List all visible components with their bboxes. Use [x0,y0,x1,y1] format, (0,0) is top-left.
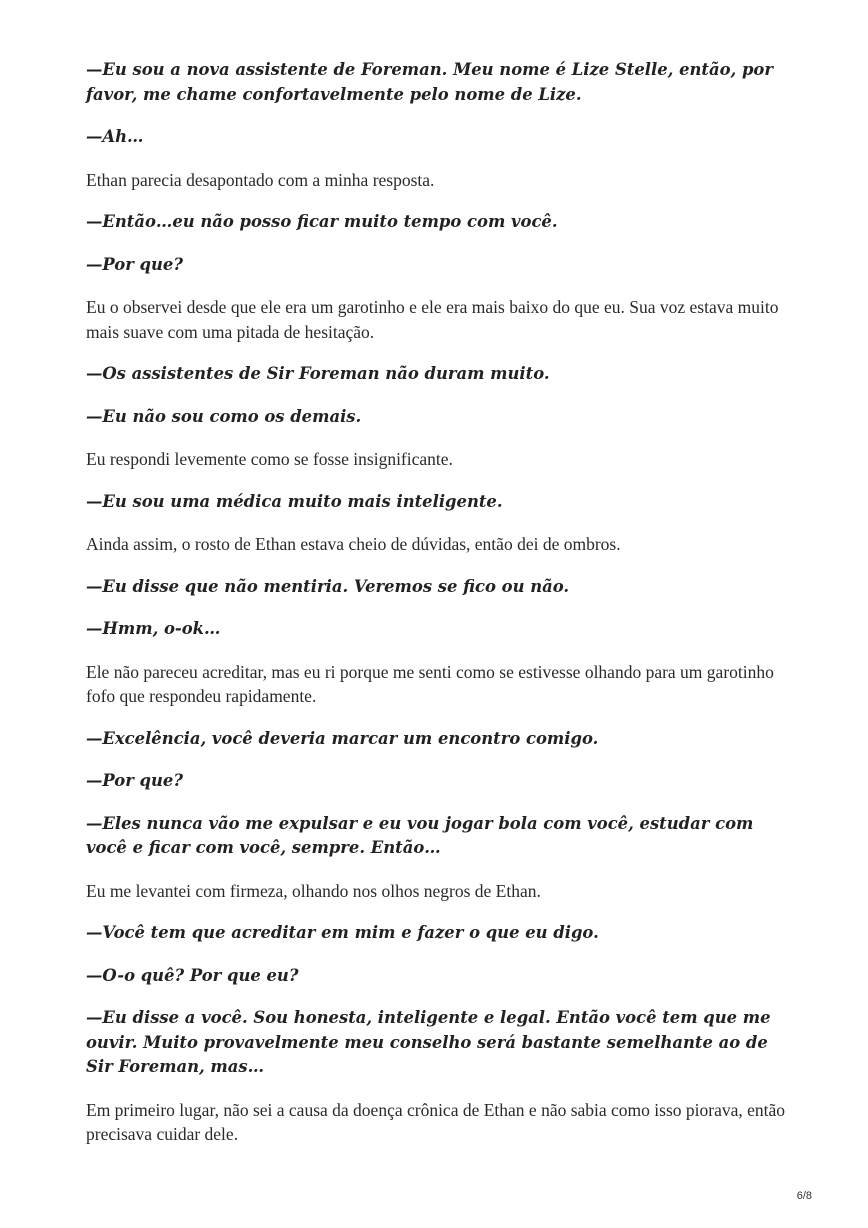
dialogue-paragraph: —Por que? [86,771,183,790]
dialogue-paragraph: —Os assistentes de Sir Foreman não duram muito. [86,364,550,383]
page-number: 6/8 [796,1190,812,1202]
dialogue-paragraph: —Eu disse que não mentiria. Veremos se fico ou não. [86,576,570,596]
document-body [86,58,786,1165]
narration-paragraph: Em primeiro lugar, não sei a causa da doença crônica de Ethan e não sabia como isso piorava, então precisava cuidar dele. [86,1099,786,1144]
dialogue-paragraph: —Eu disse a você. Sou honesta, inteligente e legal. Então você tem que me ouvir. Muito provavelmente meu conselho será bastante semelhante ao de Sir Foreman, mas… [86,1008,771,1076]
dialogue-paragraph: —Excelência, você deveria marcar um encontro comigo. [86,728,599,748]
dialogue-paragraph: —Por que? [86,254,183,274]
narration-paragraph: Eu o observei desde que ele era um garotinho e ele era mais baixo do que eu. Sua voz estava muito mais suave com uma pitada de hesitação. [86,297,779,342]
narration-paragraph: Ethan parecia desapontado com a minha resposta. [86,169,435,190]
narration-paragraph: Ele não pareceu acreditar, mas eu ri porque me senti como se estivesse olhando para um garotinho fofo que respondeu rapidamente. [86,661,774,706]
narration-paragraph: Eu me levantei com firmeza, olhando nos olhos negros de Ethan. [86,880,541,901]
dialogue-paragraph: —Eu sou uma médica muito mais inteligente. [86,491,503,511]
dialogue-paragraph: —Ah… [86,127,144,146]
dialogue-paragraph: —Eu sou a nova assistente de Foreman. Meu nome é Lize Stelle, então, por favor, me chame confortavelmente pelo nome de Lize. [86,60,773,104]
narration-paragraph: Eu respondi levemente como se fosse insignificante. [86,449,453,469]
narration-paragraph: Ainda assim, o rosto de Ethan estava cheio de dúvidas, então dei de ombros. [86,534,621,554]
dialogue-paragraph: —Então…eu não posso ficar muito tempo com você. [86,212,558,231]
dialogue-paragraph: —Eles nunca vão me expulsar e eu vou jogar bola com você, estudar com você e ficar com você, sempre. Então… [86,813,754,857]
dialogue-paragraph: —Eu não sou como os demais. [86,406,362,426]
dialogue-paragraph: —Hmm, o-ok… [86,619,221,638]
dialogue-paragraph: —O-o quê? Por que eu? [86,965,299,985]
dialogue-paragraph: —Você tem que acreditar em mim e fazer o que eu digo. [86,923,599,942]
